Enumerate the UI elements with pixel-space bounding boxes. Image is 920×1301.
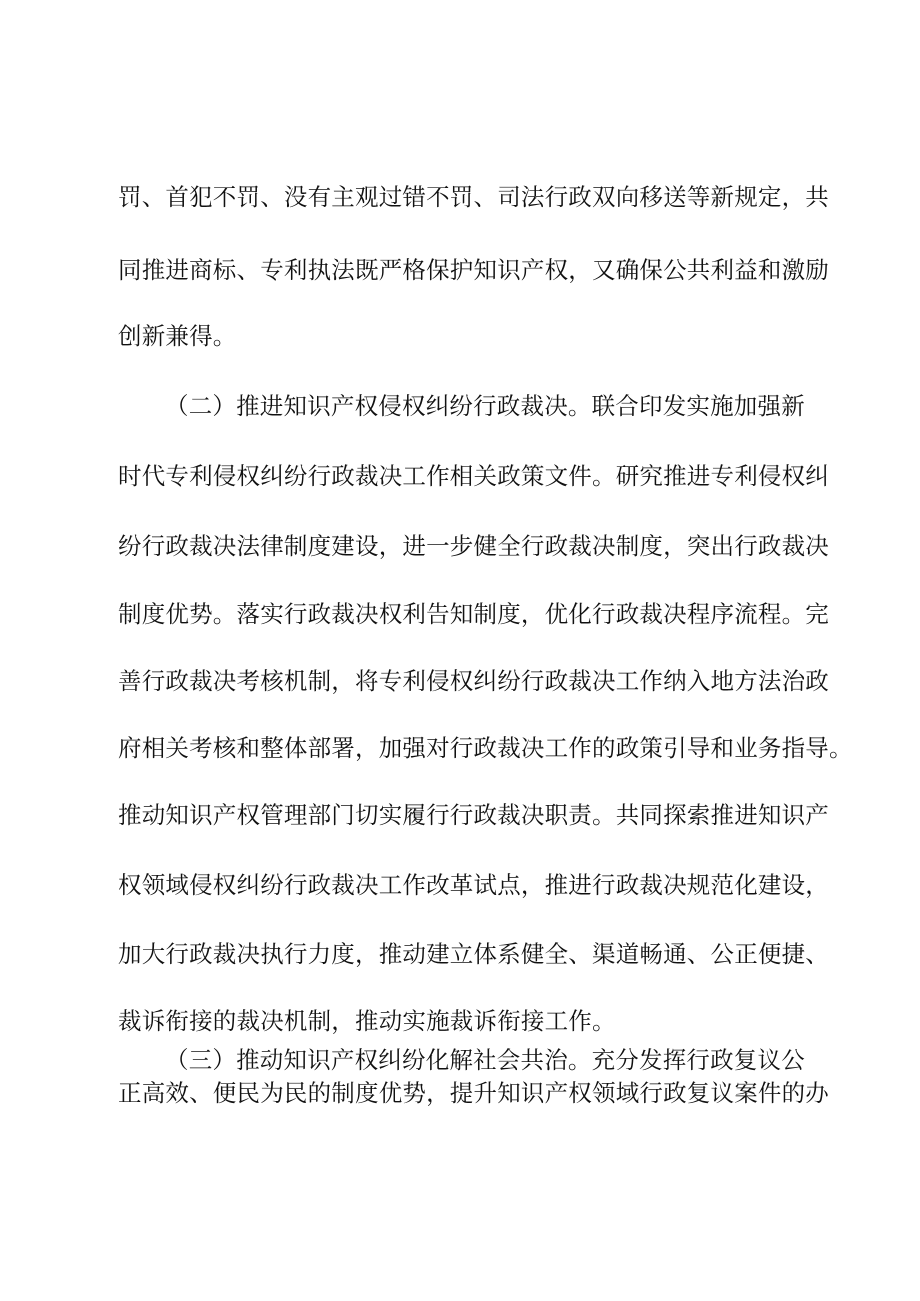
text-line: 推动知识产权管理部门切实履行行政裁决职责。共同探索推进知识产 (118, 801, 829, 829)
text-line: 罚、首犯不罚、没有主观过错不罚、司法行政双向移送等新规定，共 (118, 183, 829, 211)
text-line: 时代专利侵权纠纷行政裁决工作相关政策文件。研究推进专利侵权纠 (118, 462, 829, 490)
text-line: 正高效、便民为民的制度优势，提升知识产权领域行政复议案件的办 (118, 1079, 829, 1107)
text-line: 权领域侵权纠纷行政裁决工作改革试点，推进行政裁决规范化建设， (118, 871, 829, 899)
text-line: 裁诉衔接的裁决机制，推动实施裁诉衔接工作。 (118, 1007, 616, 1035)
text-line: 府相关考核和整体部署，加强对行政裁决工作的政策引导和业务指导。 (118, 734, 853, 762)
text-line: （三）推动知识产权纠纷化解社会共治。充分发挥行政复议公 (165, 1046, 805, 1074)
text-line: 纷行政裁决法律制度建设，进一步健全行政裁决制度，突出行政裁决 (118, 532, 829, 560)
text-line: 创新兼得。 (118, 322, 237, 350)
text-line: 善行政裁决考核机制，将专利侵权纠纷行政裁决工作纳入地方法治政 (118, 667, 829, 695)
text-line: （二）推进知识产权侵权纠纷行政裁决。联合印发实施加强新 (165, 392, 805, 420)
text-line: 加大行政裁决执行力度，推动建立体系健全、渠道畅通、公正便捷、 (118, 940, 829, 968)
text-line: 制度优势。落实行政裁决权利告知制度，优化行政裁决程序流程。完 (118, 600, 829, 628)
text-line: 同推进商标、专利执法既严格保护知识产权，又确保公共利益和激励 (118, 256, 829, 284)
